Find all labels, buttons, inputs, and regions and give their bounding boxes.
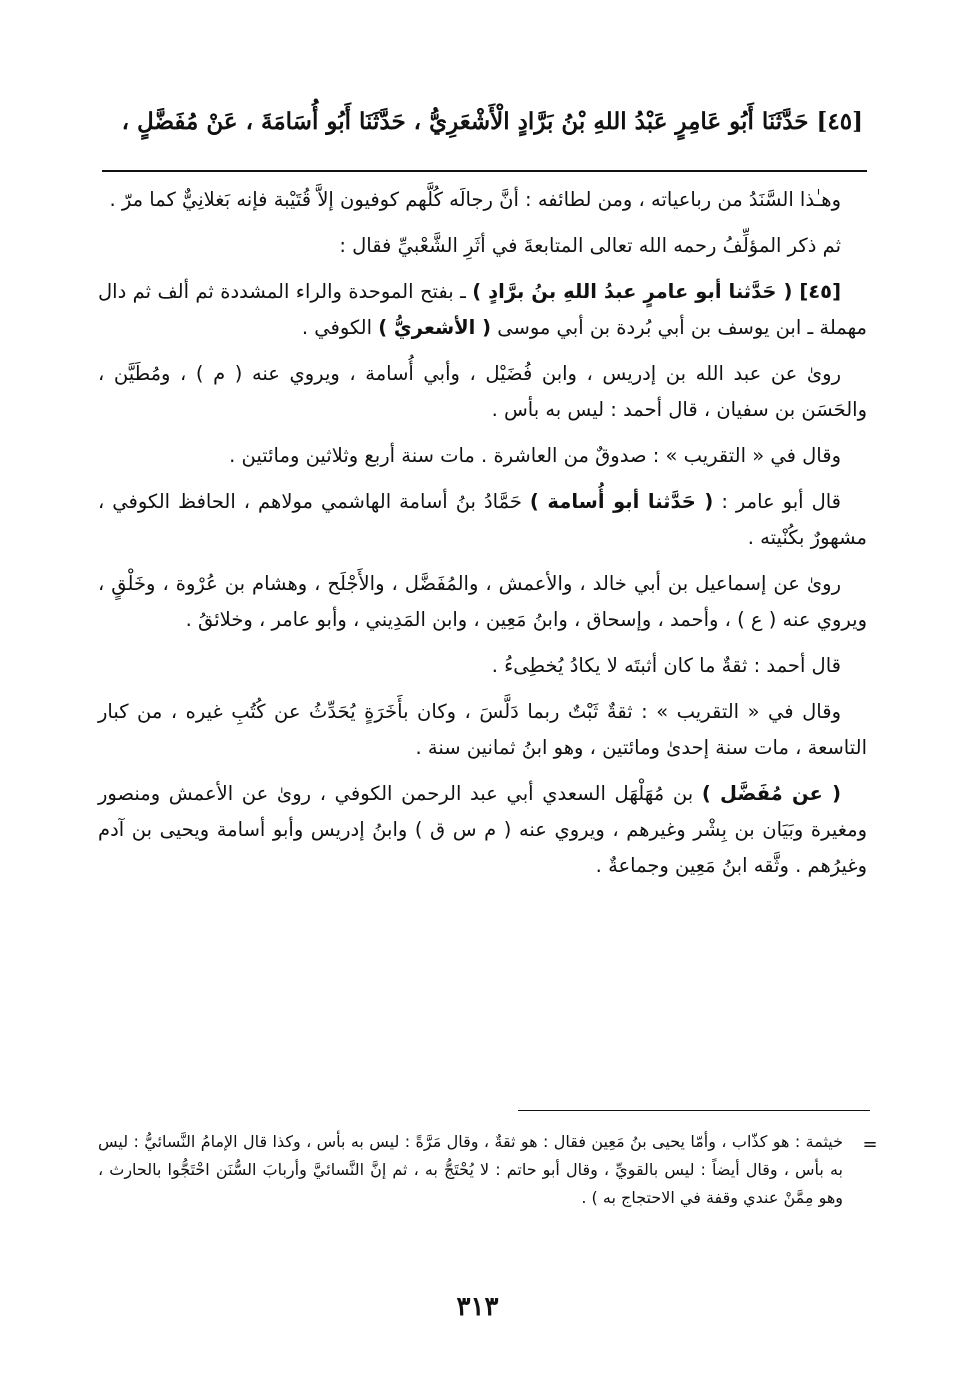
paragraph-mufaddal [98,776,867,884]
narrator-description: حَمَّادُ بنُ أسامة الهاشمي مولاهم ، الحافظ الكوفي ، مشهورٌ بكُنْيته . [98,490,867,549]
paragraph-isnad-note: وهـٰذا السَّنَدُ من رباعياته ، ومن لطائفه : أنَّ رجالَه كُلَّهم كوفيون إلاَّ قُتَيْبة فإنه بَغلانِيٌّ كما مرّ . [109,188,841,211]
commentary-body [98,182,867,884]
narrator-origin: الكوفي . [301,316,379,339]
paragraph-ahmad-grading: قال أحمد : ثقةٌ ما كان أثبتَه لا يكادُ يُخطِىءُ . [491,654,841,677]
paragraph-abu-usama-narrations: روىٰ عن إسماعيل بن أبي خالد ، والأعمش ، والمُفَضَّل ، والأَجْلَح ، وهشام بن عُرْوة ، وخَلْقٍ ، ويروي عنه ( ع ) ، وأحمد ، وإسحاق ، وابنُ مَعِين ، وابن المَدِيني ، وأبو عامر ، وخلائقُ . [98,572,867,631]
paragraph-abu-amir [98,274,867,346]
narrator-name: [٤٥] ( حَدَّثنا أبو عامرٍ عبدُ اللهِ بنُ برَّادٍ ) [472,280,841,303]
paragraph-abu-amir-narrations: روىٰ عن عبد الله بن إدريس ، وابن فُضَيْل ، وأبي أُسامة ، ويروي عنه ( م ) ، ومُطَيَّن ، والحَسَن بن سفيان ، قال أحمد : ليس به بأس . [98,362,867,421]
paragraph-abu-usama [98,484,867,556]
paragraph-taqrib-abu-usama: وقال في « التقريب » : ثقةٌ ثَبْتٌ ربما دَلَّسَ ، وكان بأَخَرَةٍ يُحَدِّثُ عن كُتُبِ غيره ، من كبار التاسعة ، مات سنة إحدىٰ ومائتين ، وهو ابنُ ثمانين سنة . [98,700,867,759]
narrator-nisba: ( الأشعريُّ ) [378,316,492,339]
footnote-text: خيثمة : هو كذّاب ، وأمّا يحيى بنُ مَعِين فقال : هو ثقةٌ ، وقال مَرَّةً : ليس به بأس ، وكذا قال الإمامُ النَّسائيُّ : ليس به بأس ، وقال أيضاً : ليس بالقويِّ ، وقال أبو حاتم : لا يُحْتَجُّ به ، ثم إنَّ النَّسائيَّ وأربابَ السُّنَن احْتَجُّوا بالحارث ، وهو مِمَّنْ عندي وقفة في الاحتجاج به ) . [98,1132,843,1207]
lead-text: قال أبو عامر : [713,490,842,513]
narrator-description: بن مُهَلْهَل السعدي أبي عبد الرحمن الكوفي ، روىٰ عن الأعمش ومنصور ومغيرة وبَيَان بن بِشْر وغيرهم ، ويروي عنه ( م س ق ) وابنُ إدريس وأبو أسامة ويحيى بن آدم وغيرُهم . وثَّقه ابنُ مَعِين وجماعةٌ . [98,782,867,877]
hadith-text: [٤٥] حَدَّثَنَا أَبُو عَامِرٍ عَبْدُ اللهِ بْنُ بَرَّادٍ الْأَشْعَرِيُّ ، حَدَّثَنَا أَبُو أُسَامَةَ ، عَنْ مُفَضَّلٍ ، [121,108,863,135]
narrator-description: ـ بفتح الموحدة والراء المشددة ثم ألف ثم دال مهملة ـ ابن يوسف بن أبي بُردة بن أبي موسى [98,280,867,339]
narrator-name: ( حَدَّثنا أبو أُسامة ) [529,490,714,513]
page-number: ٣١٣ [456,1292,499,1322]
paragraph-mutaba-intro: ثم ذكر المؤلِّفُ رحمه الله تعالى المتابعةَ في أثَرِ الشَّعْبيِّ فقال : [339,234,841,257]
footnote-divider [518,1110,870,1111]
header-divider [102,170,867,172]
footnote-continuation-marker: = [862,1134,878,1155]
paragraph-taqrib-abu-amir: وقال في « التقريب » : صدوقٌ من العاشرة . مات سنة أربع وثلاثين ومائتين . [229,444,841,467]
narrator-name: ( عن مُفَضَّل ) [701,782,841,805]
